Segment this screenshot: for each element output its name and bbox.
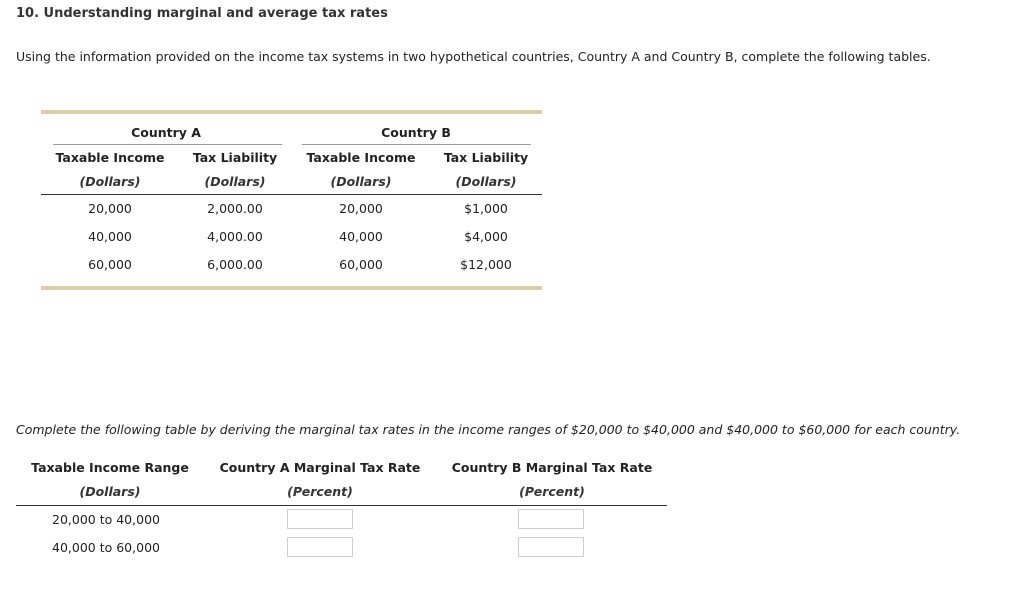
b-taxable-income-header: Taxable Income: [306, 150, 416, 165]
b-income-unit: (Dollars): [330, 174, 392, 189]
b-liability-unit: (Dollars): [455, 174, 517, 189]
country-a-rate-input-2[interactable]: [287, 537, 353, 557]
country-a-divider: [53, 144, 282, 145]
country-b-rate-input-2[interactable]: [518, 537, 584, 557]
b-liability-cell: $4,000: [464, 229, 508, 244]
b-rate-header: Country B Marginal Tax Rate: [451, 460, 653, 475]
range-row-label: 20,000 to 40,000: [52, 512, 160, 527]
range-unit: (Dollars): [79, 484, 141, 499]
range-header: Taxable Income Range: [31, 460, 189, 475]
a-income-cell: 40,000: [88, 229, 132, 244]
a-rate-header: Country A Marginal Tax Rate: [219, 460, 421, 475]
country-b-divider: [302, 144, 531, 145]
marginal-header-rule: [16, 505, 667, 506]
b-tax-liability-header: Tax Liability: [443, 150, 529, 165]
country-b-rate-input-1[interactable]: [518, 509, 584, 529]
a-liability-unit: (Dollars): [204, 174, 266, 189]
b-income-cell: 40,000: [339, 229, 383, 244]
a-income-unit: (Dollars): [79, 174, 141, 189]
table-bottom-bar: [41, 286, 542, 290]
a-rate-unit: (Percent): [287, 484, 353, 499]
a-income-cell: 20,000: [88, 201, 132, 216]
question-intro: Using the information provided on the income tax systems in two hypothetical countries, Country A and Country B, complete the following tables.: [16, 49, 931, 64]
b-liability-cell: $12,000: [460, 257, 512, 272]
b-rate-unit: (Percent): [519, 484, 585, 499]
tax-liability-table: [41, 110, 542, 291]
a-taxable-income-header: Taxable Income: [55, 150, 165, 165]
table-top-bar: [41, 110, 542, 114]
country-b-header: Country B: [381, 125, 451, 140]
marginal-instruction: Complete the following table by deriving the marginal tax rates in the income ranges of $20,000 to $40,000 and $40,000 to $60,000 for each country.: [16, 422, 961, 437]
a-liability-cell: 2,000.00: [207, 201, 263, 216]
range-row-label: 40,000 to 60,000: [52, 540, 160, 555]
a-income-cell: 60,000: [88, 257, 132, 272]
a-liability-cell: 6,000.00: [207, 257, 263, 272]
b-income-cell: 20,000: [339, 201, 383, 216]
question-title: 10. Understanding marginal and average tax rates: [16, 6, 388, 21]
a-liability-cell: 4,000.00: [207, 229, 263, 244]
header-rule: [41, 194, 542, 195]
country-a-rate-input-1[interactable]: [287, 509, 353, 529]
country-a-header: Country A: [131, 125, 201, 140]
b-income-cell: 60,000: [339, 257, 383, 272]
a-tax-liability-header: Tax Liability: [192, 150, 278, 165]
b-liability-cell: $1,000: [464, 201, 508, 216]
